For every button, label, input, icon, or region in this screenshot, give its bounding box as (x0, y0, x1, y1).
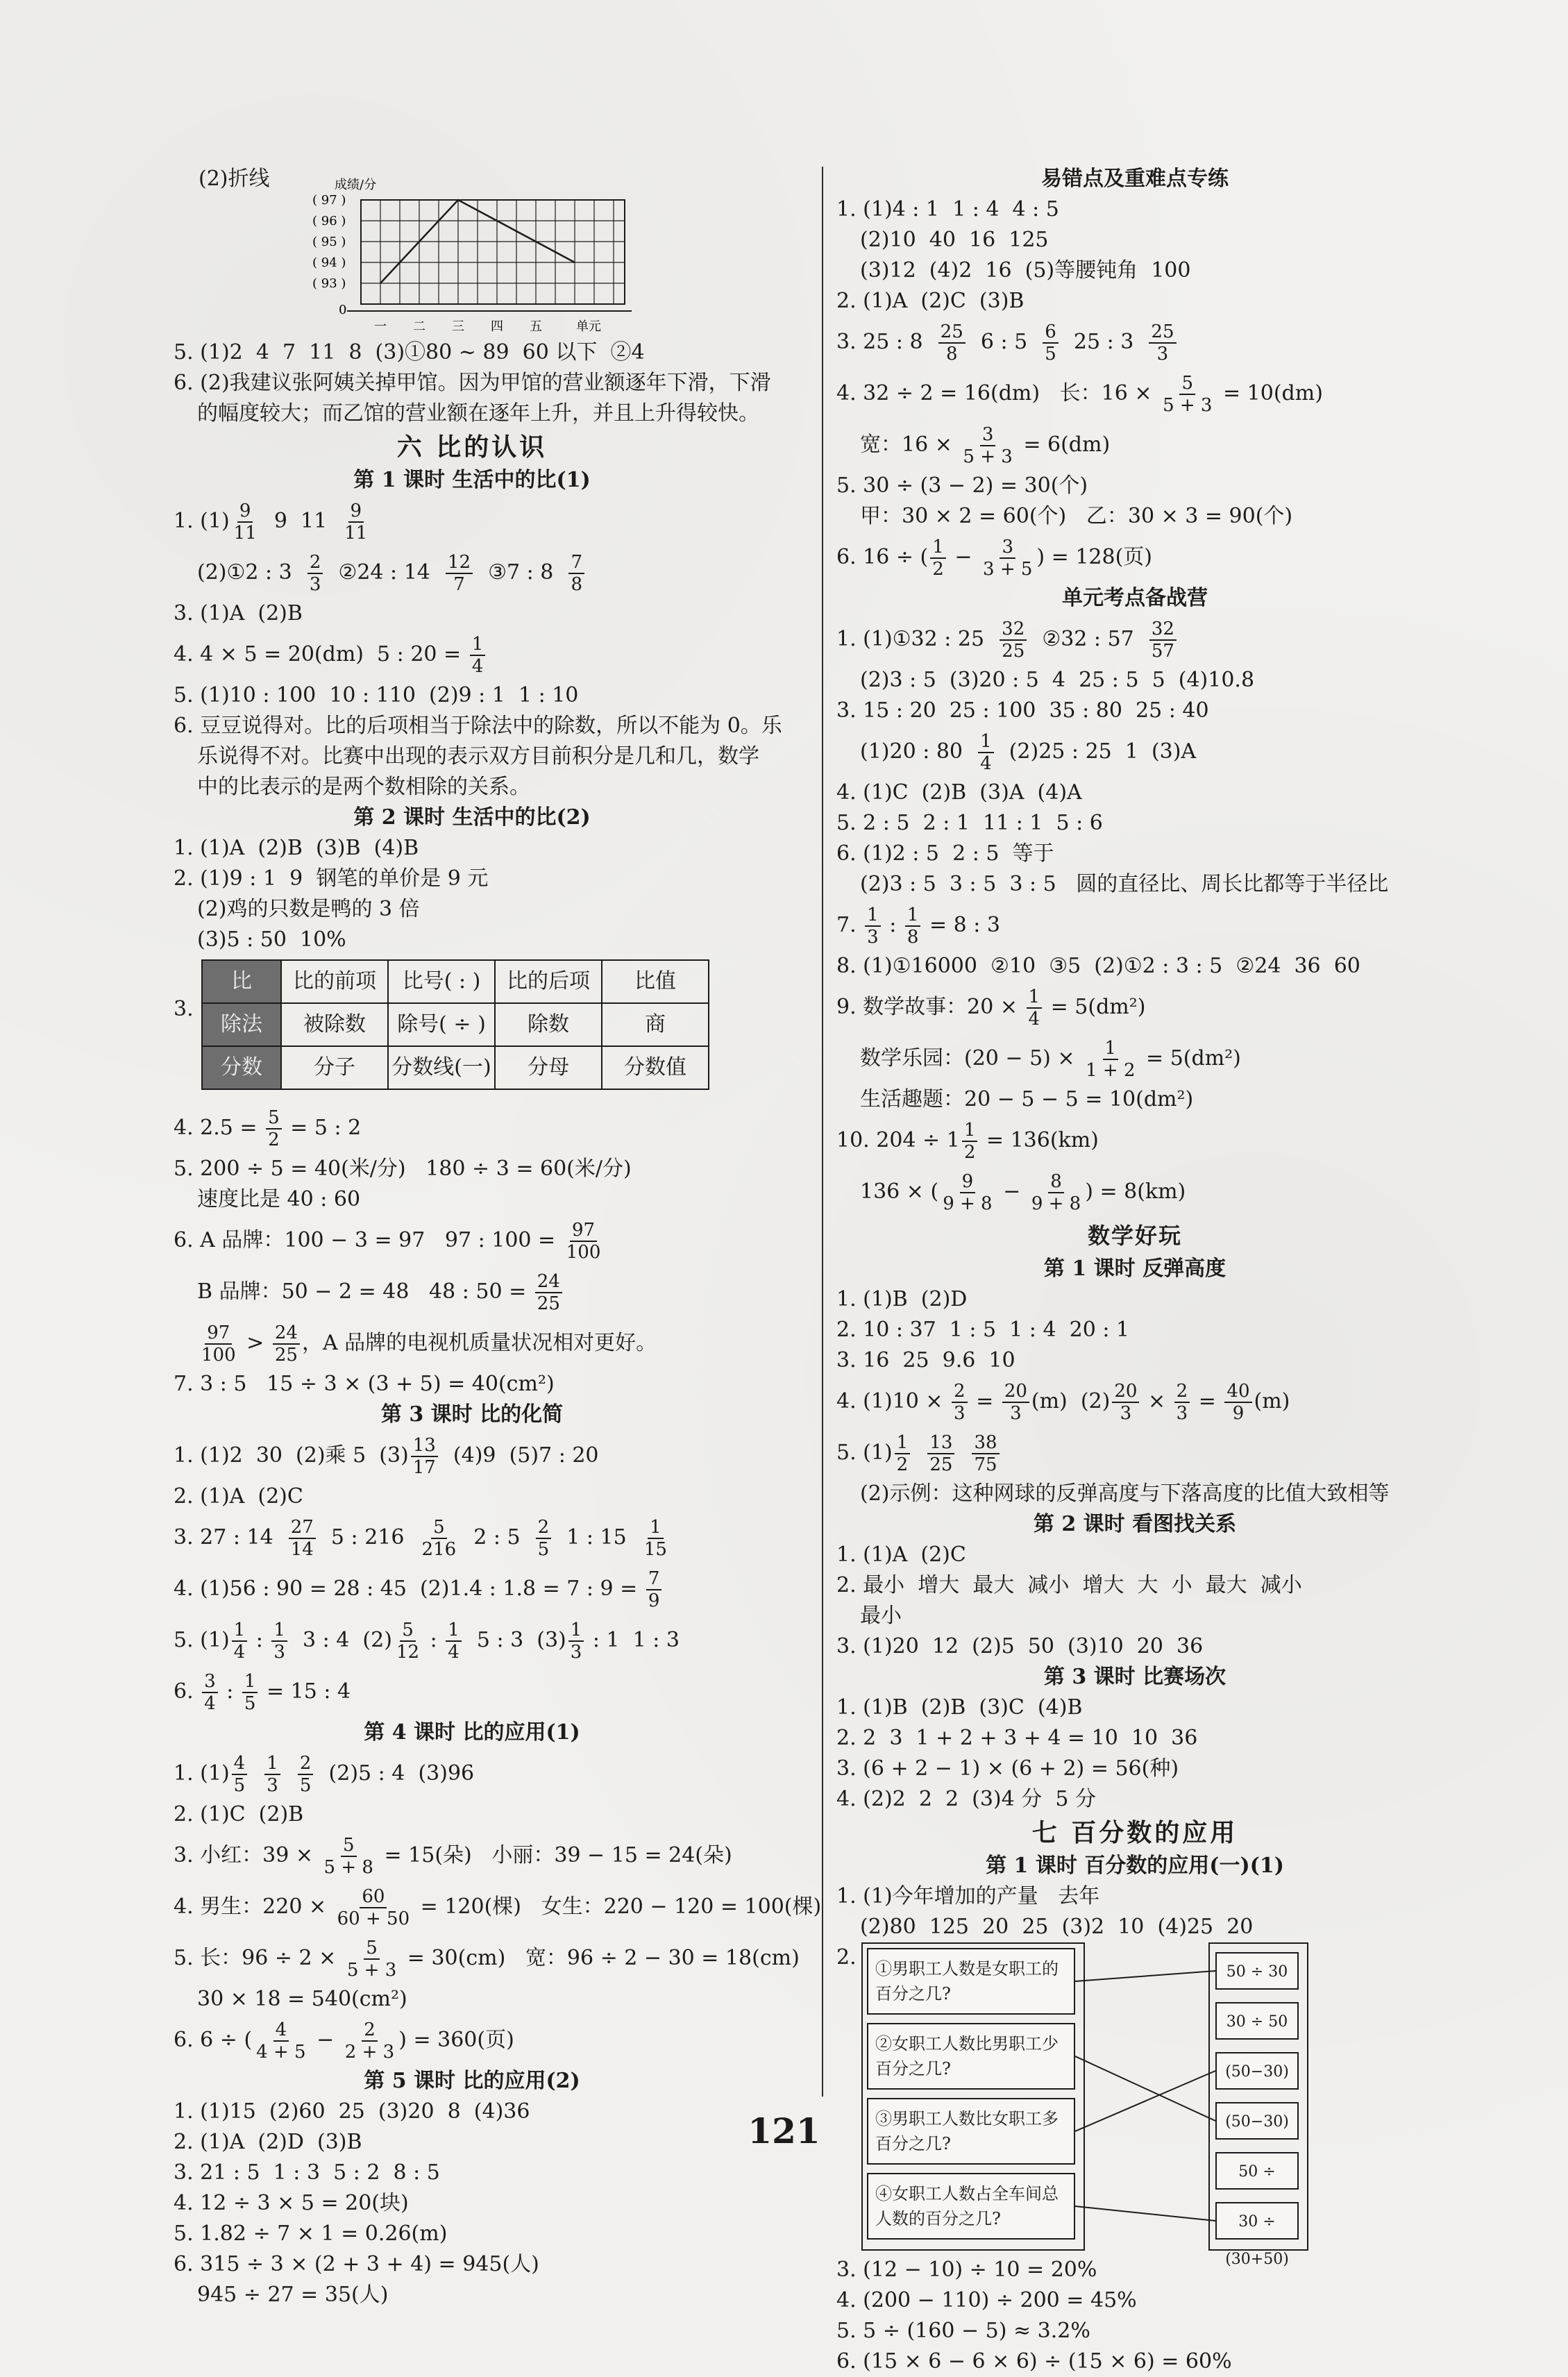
match-line (1075, 1971, 1215, 1981)
answer-line: 1. (1)B (2)D (836, 1287, 968, 1311)
answer-line: 6. A 品牌：100 − 3 = 97 97 : 100 = $\frac{97}{100}$ (174, 1220, 601, 1263)
answer-line: 6. (1)2 : 5 2 : 5 等于 (836, 841, 1054, 866)
answer-line: 3. (1)A (2)B (174, 601, 303, 625)
answer-line: 9. 数学故事：20 × $\frac{1}{4}$ = 5(dm²) (836, 986, 1146, 1030)
answer-line: 3. 小红：39 × $\frac{5}{5 + 8}$ = 15(朵) 小丽：39 − 15 = 24(朵) (174, 1835, 732, 1878)
lesson-title: 第 2 课时 看图找关系 (1033, 1512, 1237, 1536)
answer-line: 5. 200 ÷ 5 = 40(米/分) 180 ÷ 3 = 60(米/分) (174, 1157, 632, 1181)
answer-line: 1. (1)A (2)B (3)B (4)B (174, 836, 419, 860)
answer-line: (2)10 40 16 125 (860, 228, 1049, 252)
match-question-4: ④女职工人数占全车间总人数的百分之几? (867, 2173, 1075, 2240)
answer-line: 1. (1) $\frac{9}{11}$ 9 11 $\frac{9}{11}$ (174, 501, 368, 544)
answer-line: 6. 16 ÷ ( $\frac{1}{2}$ − $\frac{3}{3 + 5}$ ) = 128(页) (836, 537, 1153, 580)
answer-line: 5. (1)10 : 100 10 : 110 (2)9 : 1 1 : 10 (174, 683, 579, 707)
answer-line: 30 × 18 = 540(cm²) (197, 1987, 407, 2011)
answer-line: (3)5 : 50 10% (197, 927, 346, 952)
answer-line: 5. (1)2 4 7 11 8 (3)①80 ~ 89 60 以下 ②4 (174, 340, 645, 364)
table-cell: 比号( : ) (388, 960, 495, 1003)
answer-line: 数学乐园：(20 − 5) × $\frac{1}{1 + 2}$ = 5(dm²) (860, 1038, 1241, 1081)
answer-line: 1. (1) $\frac{4}{5}$ $\frac{1}{3}$ $\frac{2}{5}$ (2)5 : 4 (3)96 (174, 1753, 475, 1796)
answer-line: 3. (6 + 2 − 1) × (6 + 2) = 56(种) (836, 1756, 1179, 1781)
answer-line: 的幅度较大；而乙馆的营业额在逐年上升，并且上升得较快。 (197, 401, 759, 426)
answer-line: B 品牌：50 − 2 = 48 48 : 50 = $\frac{24}{25}$ (174, 1266, 770, 1318)
answer-line: 4. (200 − 110) ÷ 200 = 45% (836, 2288, 1137, 2312)
answer-line: 5. 长：96 ÷ 2 × $\frac{5}{5 + 3}$ = 30(cm) 宽：96 ÷ 2 − 30 = 18(cm) (174, 1938, 800, 1981)
answer-line: 5. 30 ÷ (3 − 2) = 30(个) (836, 473, 1088, 498)
answer-line: $\frac{97}{100}$ > $\frac{24}{25}$ ，A 品牌的电视机质量状况相对更好。 (201, 1322, 657, 1366)
answer-line: 5. 5 ÷ (160 − 5) ≈ 3.2% (836, 2319, 1090, 2343)
right-column (836, 164, 1433, 2377)
answer-line: 8. (1)①16000 ②10 ③5 (2)①2 : 3 : 5 ②24 36 60 (836, 954, 1360, 978)
answer-line: 4. 4 × 5 = 20(dm) 5 : 20 = $\frac{1}{4}$ (174, 629, 770, 680)
lesson-title: 第 1 课时 生活中的比(1) (353, 468, 591, 492)
answer-line: 7. $\frac{1}{3}$ : $\frac{1}{8}$ = 8 : 3 (836, 905, 1001, 948)
match-answer-4: (50−30) (1215, 2102, 1299, 2140)
answer-line: 1. (1)①32 : 25 $\frac{32}{25}$ ②32 : 57 $\frac{32}{57}$ (836, 614, 1433, 665)
table-row (202, 1046, 709, 1089)
answer-line: 2. 2 3 1 + 2 + 3 + 4 = 10 10 36 (836, 1726, 1198, 1750)
section-title: 单元考点备战营 (1062, 586, 1208, 610)
y-tick-94: ( 94 ) (312, 255, 346, 270)
answer-line: 1. (1)15 (2)60 25 (3)20 8 (4)36 (174, 2099, 530, 2124)
answer-line: 2. 10 : 37 1 : 5 1 : 4 20 : 1 (836, 1318, 1130, 1342)
answer-line: 945 ÷ 27 = 35(人) (197, 2283, 389, 2307)
answer-line: (2)示例：这种网球的反弹高度与下落高度的比值大致相等 (860, 1481, 1390, 1506)
answer-line: 4. 12 ÷ 3 × 5 = 20(块) (174, 2191, 409, 2215)
table-cell: 除法 (202, 1003, 281, 1046)
answer-line: (2)3 : 5 (3)20 : 5 4 25 : 5 5 (4)10.8 (860, 668, 1255, 692)
answer-line: 中的比表示的是两个数相除的关系。 (197, 775, 530, 799)
match-question-3: ③男职工人数比女职工多百分之几? (867, 2098, 1075, 2165)
table-cell: 分母 (495, 1046, 602, 1089)
answer-line: 最小 (860, 1604, 902, 1628)
ratio-table-block (174, 959, 770, 1098)
match-answer-1: 50 ÷ 30 (1215, 1952, 1299, 1990)
answer-line: 3. 15 : 20 25 : 100 35 : 80 25 : 40 (836, 698, 1209, 723)
left-column (174, 164, 822, 2310)
q2-label: (2)折线 (199, 167, 270, 191)
lesson-title: 第 1 课时 反弹高度 (1043, 1257, 1226, 1281)
answer-line: 1. (1)4 : 1 1 : 4 4 : 5 (836, 197, 1059, 221)
answer-line: 10. 204 ÷ 1 $\frac{1}{2}$ = 136(km) (836, 1120, 1099, 1163)
answer-line: 5. 1.82 ÷ 7 × 1 = 0.26(m) (174, 2221, 448, 2246)
x-tick-4: 四 (491, 319, 503, 334)
ratio-table (201, 959, 709, 1090)
answer-line: 5. (1) $\frac{1}{4}$ : $\frac{1}{3}$ 3 : 4 (2) $\frac{5}{12}$ : $\frac{1}{4}$ 5 : 3 (3) $\frac{1}{3}$ : 1 1 : 3 (174, 1620, 680, 1663)
table-cell: 比的后项 (495, 960, 602, 1003)
match-answer-5: 50 ÷ (1215, 2152, 1299, 2190)
table-cell: 分数 (202, 1046, 281, 1089)
unit-title: 数学好玩 (1087, 1223, 1182, 1249)
answer-line: 4. 男生：220 × $\frac{60}{60 + 50}$ = 120(棵) 女生：220 − 120 = 100(棵) (174, 1886, 822, 1929)
table-cell: 除数 (495, 1003, 602, 1046)
match-question-1: ①男职工人数是女职工的百分之几? (867, 1948, 1075, 2015)
answer-line: 4. (2)2 2 2 (3)4 分 5 分 (836, 1787, 1096, 1811)
answer-line: 1. (1)今年增加的产量 去年 (836, 1884, 1100, 1908)
matching-lines (1075, 1942, 1228, 2248)
y-tick-95: ( 95 ) (312, 235, 346, 249)
column-divider (822, 167, 823, 2097)
match-answer-2: 30 ÷ 50 (1215, 2002, 1299, 2040)
chart-xlabel: 单元 (576, 319, 601, 334)
y-tick-96: ( 96 ) (312, 214, 346, 228)
answer-line: (2)①2 : 3 $\frac{2}{3}$ ②24 : 14 $\frac{12}{7}$ ③7 : 8 $\frac{7}{8}$ (174, 547, 770, 598)
chart-grid (361, 200, 625, 304)
table-cell: 比值 (602, 960, 709, 1003)
answer-line: (2)80 125 20 25 (3)2 10 (4)25 20 (860, 1915, 1254, 1939)
answer-line: 2. (1)A (2)D (3)B (174, 2130, 362, 2154)
answer-line: 1. (1)B (2)B (3)C (4)B (836, 1695, 1083, 1720)
answer-line: 3. (1)20 12 (2)5 50 (3)10 20 36 (836, 1634, 1204, 1658)
answer-line: 乐说得不对。比赛中出现的表示双方目前积分是几和几，数学 (197, 744, 759, 768)
answer-line: 1. (1)A (2)C (836, 1543, 966, 1567)
matching-diagram (836, 1942, 1433, 2268)
table-cell: 比的前项 (281, 960, 388, 1003)
answer-line: 3. 21 : 5 1 : 3 5 : 2 8 : 5 (174, 2160, 440, 2185)
line-chart-block (174, 164, 770, 337)
table-cell: 被除数 (281, 1003, 388, 1046)
answer-line: 4. (1)56 : 90 = 28 : 45 (2)1.4 : 1.8 = 7 : 9 = $\frac{7}{9}$ (174, 1563, 770, 1615)
answer-line: (2)3 : 5 3 : 5 3 : 5 圆的直径比、周长比都等于半径比 (860, 872, 1389, 896)
answer-line: 生活趣题：20 − 5 − 5 = 10(dm²) (860, 1087, 1194, 1111)
table-cell: 比 (202, 960, 281, 1003)
answer-line: 4. (1)10 × $\frac{2}{3}$ = $\frac{20}{3}$ (m) (2) $\frac{20}{3}$ × $\frac{2}{3}$ = $\frac{40}{9}$ (m) (836, 1381, 1290, 1424)
answer-line: 4. 2.5 = $\frac{5}{2}$ = 5 : 2 (174, 1107, 362, 1150)
answer-line: 2. 最小 增大 最大 减小 增大 大 小 最大 减小 (836, 1573, 1302, 1597)
answer-line: 2. (1)C (2)B (174, 1802, 304, 1826)
answer-line: 6. 315 ÷ 3 × (2 + 3 + 4) = 945(人) (174, 2252, 539, 2276)
match-question-2: ②女职工人数比男职工少百分之几? (867, 2023, 1075, 2090)
section-title: 易错点及重难点专练 (1041, 167, 1229, 191)
lesson-title: 第 3 课时 比的化简 (380, 1402, 564, 1427)
question-number: 3. (174, 997, 194, 1021)
answer-line: (1)20 : 80 $\frac{1}{4}$ (2)25 : 25 1 (3)A (860, 731, 1197, 774)
x-tick-2: 二 (413, 319, 425, 334)
answer-line: 6. (2)我建议张阿姨关掉甲馆。因为甲馆的营业额逐年下滑，下滑 (174, 371, 771, 395)
y-tick-0: 0 (339, 303, 347, 317)
table-cell: 分数线(一) (388, 1046, 495, 1089)
score-line-chart (298, 164, 715, 337)
question-number: 2. (836, 1945, 857, 1969)
answer-line: 1. (1)2 30 (2)乘 5 (3) $\frac{13}{17}$ (4)9 (5)7 : 20 (174, 1435, 599, 1478)
y-tick-93: ( 93 ) (312, 276, 346, 291)
answer-line: 3. 27 : 14 $\frac{27}{14}$ 5 : 216 $\frac{5}{216}$ 2 : 5 $\frac{2}{5}$ 1 : 15 $\frac{1}{15}$ (174, 1517, 667, 1560)
answer-line: (3)12 (4)2 16 (5)等腰钝角 100 (860, 258, 1191, 283)
answer-line: 2. (1)A (2)C (174, 1484, 303, 1509)
answer-line: 4. (1)C (2)B (3)A (4)A (836, 780, 1082, 805)
answer-line: 2. (1)9 : 1 9 钢笔的单价是 9 元 (174, 866, 489, 891)
match-answer-6: 30 ÷ (30+50) (1215, 2202, 1299, 2240)
lesson-title: 第 3 课时 比赛场次 (1043, 1665, 1226, 1689)
answer-line: 宽：16 × $\frac{3}{5 + 3}$ = 6(dm) (860, 424, 1111, 467)
answer-line: 3. 25 : 8 $\frac{25}{8}$ 6 : 5 $\frac{6}{5}$ 25 : 3 $\frac{25}{3}$ (836, 317, 1433, 368)
y-tick-97: ( 97 ) (312, 193, 346, 208)
x-tick-3: 三 (452, 319, 464, 334)
answer-line: 3. (12 − 10) ÷ 10 = 20% (836, 2258, 1097, 2282)
answer-line: 7. 3 : 5 15 ÷ 3 × (3 + 5) = 40(cm²) (174, 1372, 555, 1396)
table-row (202, 960, 709, 1003)
lesson-title: 第 4 课时 比的应用(1) (364, 1720, 580, 1745)
answer-line: 6. $\frac{3}{4}$ : $\frac{1}{5}$ = 15 : 4 (174, 1671, 351, 1714)
answer-line: 5. (1) $\frac{1}{2}$ $\frac{13}{25}$ $\frac{38}{75}$ (836, 1427, 1433, 1479)
table-cell: 分子 (281, 1046, 388, 1089)
lesson-title: 第 1 课时 百分数的应用(一)(1) (986, 1854, 1284, 1878)
answer-line: 甲：30 × 2 = 60(个) 乙：30 × 3 = 90(个) (860, 504, 1293, 528)
x-tick-5: 五 (530, 319, 542, 334)
x-tick-1: 一 (374, 319, 387, 334)
table-row (202, 1003, 709, 1046)
table-cell: 分数值 (602, 1046, 709, 1089)
unit-title: 七 百分数的应用 (1031, 1818, 1238, 1847)
match-answer-3: (50−30) (1215, 2052, 1299, 2090)
unit-title: 六 比的认识 (396, 432, 548, 462)
answer-line: 3. 16 25 9.6 10 (836, 1348, 1015, 1372)
answer-line: 4. 32 ÷ 2 = 16(dm) 长：16 × $\frac{5}{5 + 3}$ = 10(dm) (836, 373, 1323, 416)
lesson-title: 第 5 课时 比的应用(2) (364, 2069, 580, 2093)
answer-line: 6. 豆豆说得对。比的后项相当于除法中的除数，所以不能为 0。乐 (174, 714, 782, 738)
answer-line: 6. 6 ÷ ( $\frac{4}{4 + 5}$ − $\frac{2}{2 + 3}$ ) = 360(页) (174, 2019, 514, 2063)
answer-line: 6. (15 × 6 − 6 × 6) ÷ (15 × 6) = 60% (836, 2349, 1232, 2374)
answer-line: 速度比是 40 : 60 (197, 1187, 361, 1211)
answer-line: 136 × ( $\frac{9}{9 + 8}$ − $\frac{8}{9 + 8}$ ) = 8(km) (860, 1171, 1186, 1214)
page-number: 121 (748, 2110, 820, 2151)
table-cell: 商 (602, 1003, 709, 1046)
answer-line: 2. (1)A (2)C (3)B (836, 289, 1025, 313)
table-cell: 除号( ÷ ) (388, 1003, 495, 1046)
match-line (1075, 2206, 1215, 2221)
chart-ylabel: 成绩/分 (335, 178, 377, 192)
answer-line: 5. 2 : 5 2 : 1 11 : 1 5 : 6 (836, 811, 1103, 835)
answer-line: (2)鸡的只数是鸭的 3 倍 (197, 897, 420, 921)
lesson-title: 第 2 课时 生活中的比(2) (353, 805, 591, 830)
